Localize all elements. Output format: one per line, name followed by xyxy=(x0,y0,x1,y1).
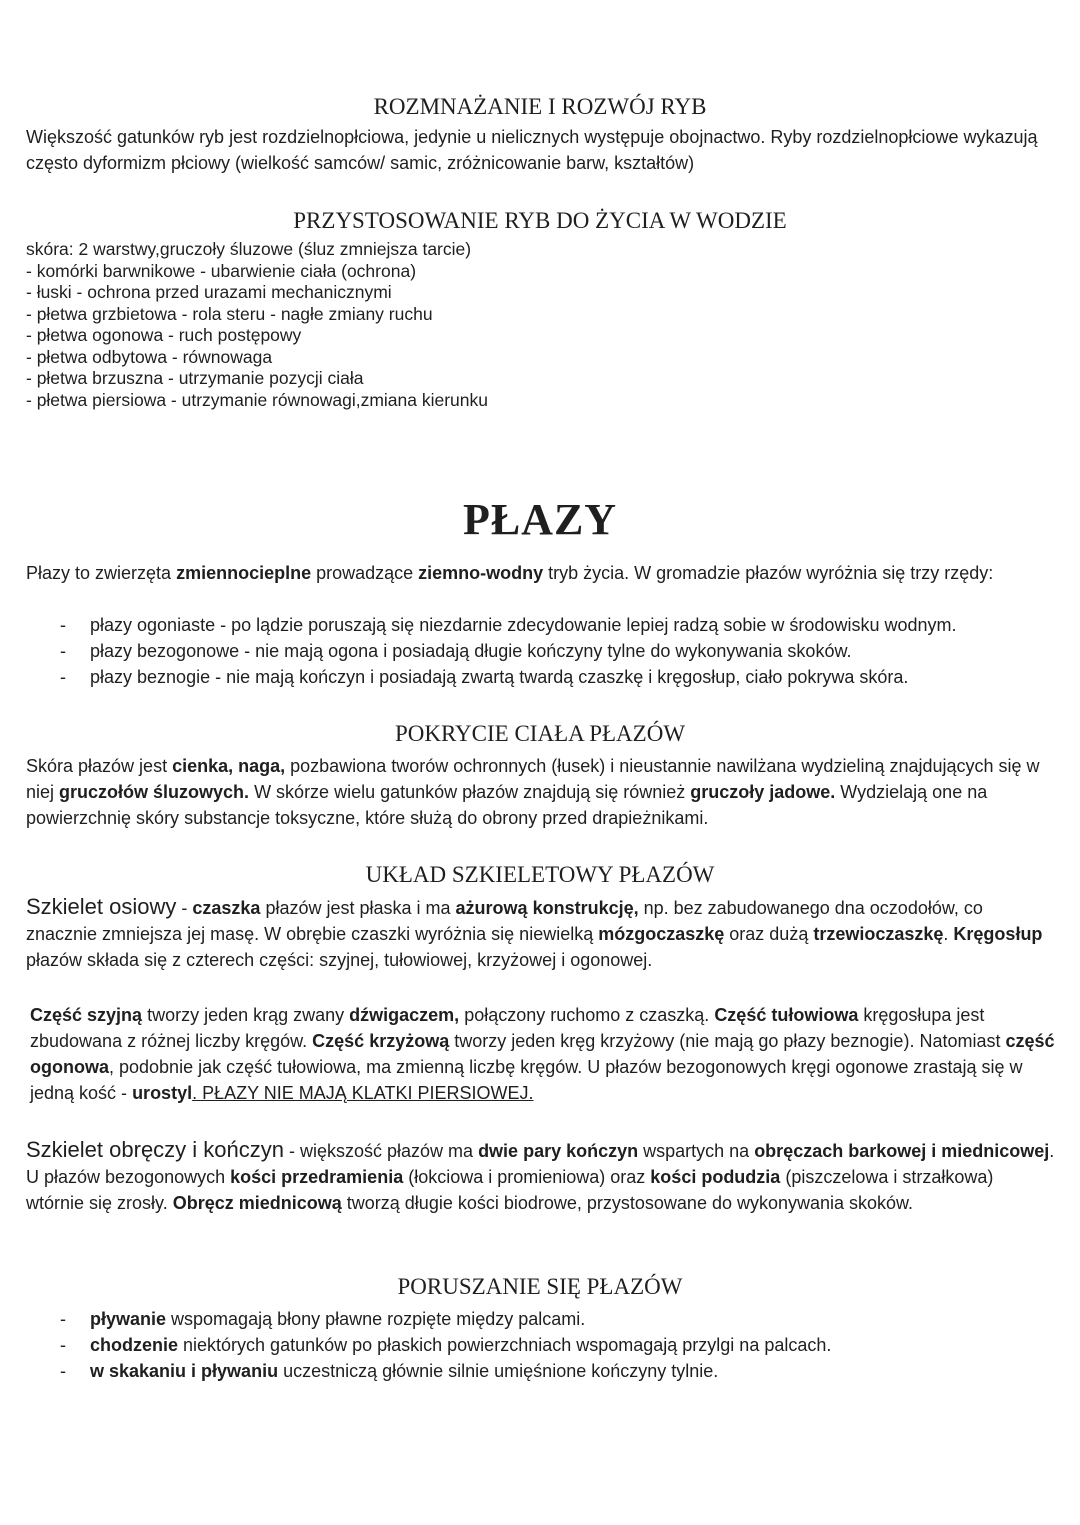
bullet-dash: - xyxy=(60,1335,66,1355)
szkielet-obreczy-paragraph: Szkielet obręczy i kończyn - większość płazów ma dwie pary kończyn wspartych na obręczach barkowej i miednicowej. U płazów bezogonowych kości przedramienia (łokciowa i promieniowa) oraz kości podudzia (piszczelowa i strzałkowa) wtórnie się zrosły. Obręcz miednicową tworzą długie kości biodrowe, przystosowane do wykonywania skoków. xyxy=(26,1137,1055,1213)
list-item: - płazy ogoniaste - po lądzie poruszają się niezdarnie zdecydowanie lepiej radzą sobie w środowisku wodnym. xyxy=(26,612,1066,638)
przystosowanie-line: - płetwa grzbietowa - rola steru - nagłe zmiany ruchu xyxy=(26,303,433,324)
przystosowanie-line: skóra: 2 warstwy,gruczoły śluzowe (śluz zmniejsza tarcie) xyxy=(26,239,472,259)
list-item: - chodzenie niektórych gatunków po płaskich powierzchniach wspomagają przylgi na palcach. xyxy=(26,1332,1066,1358)
bullet-dash: - xyxy=(60,641,66,661)
list-item: - płazy beznogie - nie mają kończyn i posiadają zwartą twardą czaszkę i kręgosłup, ciało pokrywa skóra. xyxy=(26,664,1066,690)
rzedy-list xyxy=(26,612,1066,690)
przystosowanie-line: - płetwa odbytowa - równowaga xyxy=(26,346,273,367)
section-title-pokrycie: POKRYCIE CIAŁA PŁAZÓW xyxy=(394,721,686,746)
bullet-dash: - xyxy=(60,1361,66,1381)
section-title-szkielet: UKŁAD SZKIELETOWY PŁAZÓW xyxy=(365,862,715,887)
bullet-dash: - xyxy=(60,1309,66,1329)
plazy-intro: Płazy to zwierzęta zmiennocieplne prowadzące ziemno-wodny tryb życia. W gromadzie płazów wyróżnia się trzy rzędy: xyxy=(26,563,994,583)
poruszanie-list xyxy=(26,1306,1066,1384)
list-item: - płazy bezogonowe - nie mają ogona i posiadają długie kończyny tylne do wykonywania skoków. xyxy=(26,638,1066,664)
przystosowanie-line: - komórki barwnikowe - ubarwienie ciała (ochrona) xyxy=(26,260,417,281)
przystosowanie-line: - płetwa ogonowa - ruch postępowy xyxy=(26,325,302,345)
kregoslup-paragraph: Część szyjną tworzy jeden krąg zwany dźwigaczem, połączony ruchomo z czaszką. Część tułowiowa kręgosłupa jest zbudowana z różnej liczby kręgów. Część krzyżową tworzy jeden kręg krzyżowy (nie mają go płazy beznogie). Natomiast część ogonowa, podobnie jak część tułowiowa, ma zmienną liczbę kręgów. U płazów bezogonowych kręgi ogonowe zrastają się w jedną kość - urostyl. PŁAZY NIE MAJĄ KLATKI PIERSIOWEJ. xyxy=(30,1005,1055,1103)
przystosowanie-line: - płetwa piersiowa - utrzymanie równowagi,zmiana kierunku xyxy=(26,389,488,410)
przystosowanie-line: - łuski - ochrona przed urazami mechanicznymi xyxy=(26,282,392,302)
bullet-dash: - xyxy=(60,615,66,635)
list-item: - pływanie wspomagają błony pławne rozpięte między palcami. xyxy=(26,1306,1066,1332)
section-title-rozmnazanie: ROZMNAŻANIE I ROZWÓJ RYB xyxy=(373,94,707,119)
section-title-przystosowanie: PRZYSTOSOWANIE RYB DO ŻYCIA W WODZIE xyxy=(293,208,787,233)
przystosowanie-line: - płetwa brzuszna - utrzymanie pozycji ciała xyxy=(26,368,364,388)
rozmnazanie-paragraph: Większość gatunków ryb jest rozdzielnopłciowa, jedynie u nielicznych występuje obojnactwo. Ryby rozdzielnopłciowe wykazują często dyformizm płciowy (wielkość samców/ samic, zróżnicowanie barw, kształtów) xyxy=(26,127,1038,173)
chapter-title-plazy: PŁAZY xyxy=(462,495,618,544)
szkielet-osiowy-paragraph: Szkielet osiowy - czaszka płazów jest płaska i ma ażurową konstrukcję, np. bez zabudowanego dna oczodołów, co znacznie zmniejsza jej masę. W obrębie czaszki wyróżnia się niewielką mózgoczaszkę oraz dużą trzewioczaszkę. Kręgosłup płazów składa się z czterech części: szyjnej, tułowiowej, krzyżowej i ogonowej. xyxy=(26,894,1043,970)
section-title-poruszanie: PORUSZANIE SIĘ PŁAZÓW xyxy=(397,1274,683,1299)
bullet-dash: - xyxy=(60,667,66,687)
pokrycie-paragraph: Skóra płazów jest cienka, naga, pozbawiona tworów ochronnych (łusek) i nieustannie nawilżana wydzieliną znajdujących się w niej gruczołów śluzowych. W skórze wielu gatunków płazów znajdują się również gruczoły jadowe. Wydzielają one na powierzchnię skóry substancje toksyczne, które służą do obrony przed drapieżnikami. xyxy=(26,756,1040,828)
list-item: - w skakaniu i pływaniu uczestniczą głównie silnie umięśnione kończyny tylnie. xyxy=(26,1358,1066,1384)
przystosowanie-list xyxy=(26,239,1056,411)
